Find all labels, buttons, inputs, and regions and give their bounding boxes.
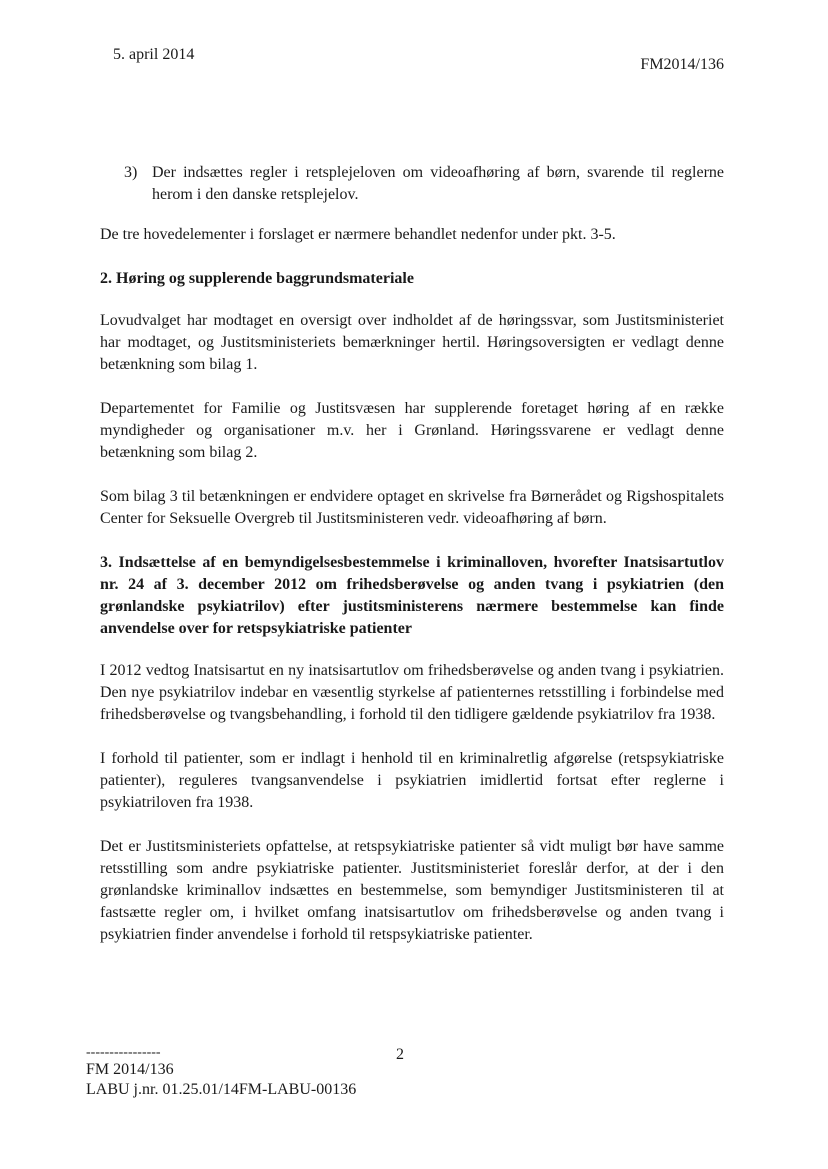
footer [86,1046,356,1100]
section-3-paragraph-1: I 2012 vedtog Inatsisartut en ny inatsisartutlov om frihedsberøvelse og anden tvang i psykiatrien. Den nye psykiatrilov indebar en væsentlig styrkelse af patienternes retsstilling i forbindelse med frihedsberøvelse og tvangsbehandling, i forhold til den tidligere gældende psykiatrilov fra 1938. [100,662,724,723]
list-item [124,162,724,206]
section-2-paragraph-3: Som bilag 3 til betænkningen er endvidere optaget en skrivelse fra Børnerådet og Rigshospitalets Center for Seksuelle Overgreb til Justitsministeren vedr. videoafhøring af børn. [100,488,724,527]
section-2-heading: 2. Høring og supplerende baggrundsmateriale [100,270,414,287]
section-3-paragraph-2: I forhold til patienter, som er indlagt i henhold til en kriminalretlig afgørelse (retspsykiatriske patienter), reguleres tvangsanvendelse i psykiatrien imidlertid fortsat efter reglerne i psykiatriloven fra 1938. [100,750,724,811]
page-number: 2 [396,1046,404,1063]
section-3-heading: 3. Indsættelse af en bemyndigelsesbestemmelse i kriminalloven, hvorefter Inatsisartutlov nr. 24 af 3. december 2012 om frihedsberøvelse og anden tvang i psykiatrien (den grønlandske psykiatrilov) efter justitsministerens nærmere bestemmelse kan finde anvendelse over for retspsykiatriske patienter [100,554,724,637]
section-2-paragraph-1: Lovudvalget har modtaget en oversigt over indholdet af de høringssvar, som Justitsministeriet har modtaget, og Justitsministeriets bemærkninger hertil. Høringsoversigten er vedlagt denne betænkning som bilag 1. [100,312,724,373]
footer-rule: ---------------- [86,1045,161,1060]
intro-paragraph: De tre hovedelementer i forslaget er nærmere behandlet nedenfor under pkt. 3-5. [100,226,616,243]
section-3-paragraph-3: Det er Justitsministeriets opfattelse, at retspsykiatriske patienter så vidt muligt bør have samme retsstilling som andre psykiatriske patienter. Justitsministeriet foreslår derfor, at der i den grønlandske kriminallov indsættes en bestemmelse, som bemyndiger Justitsministeren til at fastsætte regler om, i hvilket omfang inatsisartutlov om frihedsberøvelse og anden tvang i psykiatrien finder anvendelse i forhold til retspsykiatriske patienter. [100,838,724,943]
section-2-paragraph-2: Departementet for Familie og Justitsvæsen har supplerende foretaget høring af en række myndigheder og organisationer m.v. her i Grønland. Høringssvarene er vedlagt denne betænkning som bilag 2. [100,400,724,461]
header-reference: FM2014/136 [640,56,724,73]
list-item-text: Der indsættes regler i retsplejeloven om videoafhøring af børn, svarende til reglerne herom i den danske retsplejelov. [152,164,724,203]
document-body [100,162,724,968]
list-item-number: 3) [124,164,138,181]
footer-reference: FM 2014/136 [86,1061,174,1078]
header-date: 5. april 2014 [113,46,195,63]
footer-journal-number: LABU j.nr. 01.25.01/14FM-LABU-00136 [86,1081,357,1098]
